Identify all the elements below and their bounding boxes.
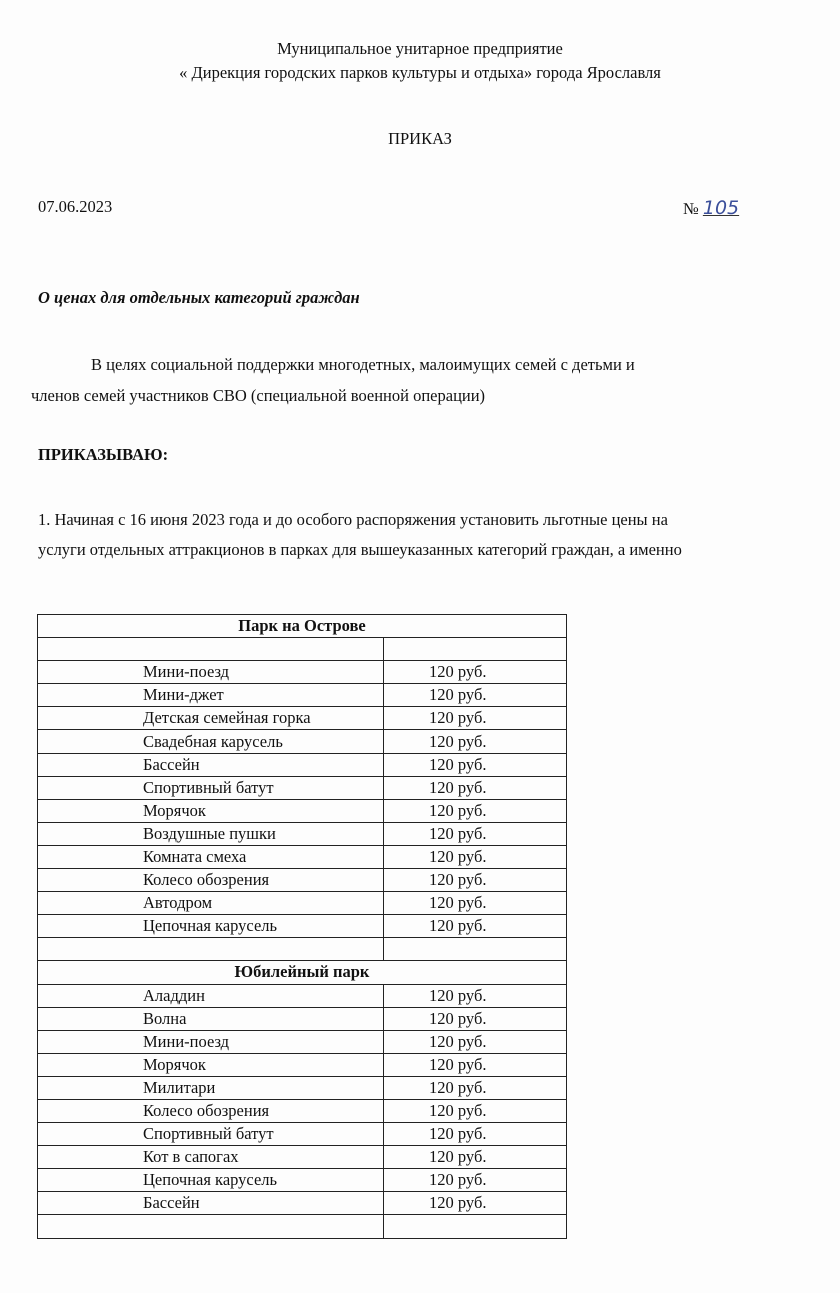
attraction-price: 120 руб. xyxy=(384,707,567,730)
table-row xyxy=(38,915,567,938)
attraction-name: Кот в сапогах xyxy=(38,1146,384,1169)
order-word: ПРИКАЗЫВАЮ: xyxy=(38,445,169,464)
attraction-name: Спортивный батут xyxy=(38,776,384,799)
attraction-price: 120 руб. xyxy=(384,1146,567,1169)
attraction-name: Бассейн xyxy=(38,1192,384,1215)
table-row xyxy=(38,799,567,822)
attraction-price: 120 руб. xyxy=(384,822,567,845)
table-row xyxy=(38,1192,567,1215)
attraction-price: 120 руб. xyxy=(384,1192,567,1215)
attraction-name: Мини-джет xyxy=(38,684,384,707)
attraction-price: 120 руб. xyxy=(384,915,567,938)
attraction-price: 120 руб. xyxy=(384,776,567,799)
number-label: № xyxy=(683,199,699,218)
subject-title: О ценах для отдельных категорий граждан xyxy=(38,288,360,307)
attraction-price: 120 руб. xyxy=(384,869,567,892)
table-row xyxy=(38,845,567,868)
attraction-name: Мини-поезд xyxy=(38,1030,384,1053)
table-row xyxy=(38,615,567,638)
attraction-name: Морячок xyxy=(38,1053,384,1076)
attraction-price: 120 руб. xyxy=(384,1053,567,1076)
park-header: Юбилейный парк xyxy=(38,961,567,984)
table-row xyxy=(38,984,567,1007)
attraction-name: Комната смеха xyxy=(38,845,384,868)
table-row xyxy=(38,938,567,961)
table-row xyxy=(38,638,567,661)
attraction-price: 120 руб. xyxy=(384,1169,567,1192)
empty-cell xyxy=(384,1215,567,1238)
table-row xyxy=(38,1123,567,1146)
attraction-price: 120 руб. xyxy=(384,1076,567,1099)
table-row xyxy=(38,776,567,799)
table-row xyxy=(38,753,567,776)
item1-line1: 1. Начиная с 16 июня 2023 года и до особого распоряжения установить льготные цены на xyxy=(38,510,668,529)
empty-cell xyxy=(38,638,384,661)
attraction-price: 120 руб. xyxy=(384,984,567,1007)
handwritten-number: 105 xyxy=(702,197,740,219)
attraction-price: 120 руб. xyxy=(384,892,567,915)
empty-cell xyxy=(38,938,384,961)
table-row xyxy=(38,1007,567,1030)
attraction-price: 120 руб. xyxy=(384,684,567,707)
attraction-price: 120 руб. xyxy=(384,1030,567,1053)
preamble-line1: В целях социальной поддержки многодетных, малоимущих семей с детьми и xyxy=(91,355,635,374)
attraction-name: Свадебная карусель xyxy=(38,730,384,753)
attraction-name: Детская семейная горка xyxy=(38,707,384,730)
empty-cell xyxy=(38,1215,384,1238)
order-number xyxy=(683,197,739,219)
table-row xyxy=(38,869,567,892)
attraction-price: 120 руб. xyxy=(384,753,567,776)
attraction-price: 120 руб. xyxy=(384,799,567,822)
attraction-name: Колесо обозрения xyxy=(38,869,384,892)
table-row xyxy=(38,1099,567,1122)
doc-type: ПРИКАЗ xyxy=(388,129,452,148)
empty-cell xyxy=(384,938,567,961)
table-row xyxy=(38,1169,567,1192)
table-row xyxy=(38,822,567,845)
table-row xyxy=(38,1146,567,1169)
item1-line2: услуги отдельных аттракционов в парках для вышеуказанных категорий граждан, а именно xyxy=(38,540,682,559)
attraction-name: Морячок xyxy=(38,799,384,822)
attraction-name: Воздушные пушки xyxy=(38,822,384,845)
attraction-price: 120 руб. xyxy=(384,661,567,684)
attraction-name: Цепочная карусель xyxy=(38,915,384,938)
table-row xyxy=(38,661,567,684)
table-row xyxy=(38,707,567,730)
attraction-name: Автодром xyxy=(38,892,384,915)
table-row xyxy=(38,1076,567,1099)
park-header: Парк на Острове xyxy=(38,615,567,638)
attraction-price: 120 руб. xyxy=(384,1007,567,1030)
table-row xyxy=(38,1030,567,1053)
attraction-name: Мини-поезд xyxy=(38,661,384,684)
attraction-price: 120 руб. xyxy=(384,1123,567,1146)
order-date: 07.06.2023 xyxy=(38,197,113,216)
org-name-line2: « Дирекция городских парков культуры и отдыха» города Ярославля xyxy=(179,63,661,82)
table-row xyxy=(38,961,567,984)
attraction-price: 120 руб. xyxy=(384,730,567,753)
table-row xyxy=(38,1215,567,1238)
table-row xyxy=(38,1053,567,1076)
preamble-line2: членов семей участников СВО (специальной военной операции) xyxy=(31,386,486,405)
empty-cell xyxy=(384,638,567,661)
attraction-name: Цепочная карусель xyxy=(38,1169,384,1192)
attraction-name: Бассейн xyxy=(38,753,384,776)
table-row xyxy=(38,730,567,753)
attraction-price: 120 руб. xyxy=(384,845,567,868)
attraction-price: 120 руб. xyxy=(384,1099,567,1122)
attraction-name: Волна xyxy=(38,1007,384,1030)
attraction-name: Спортивный батут xyxy=(38,1123,384,1146)
attraction-name: Милитари xyxy=(38,1076,384,1099)
attraction-name: Колесо обозрения xyxy=(38,1099,384,1122)
table-row xyxy=(38,684,567,707)
prices-table xyxy=(37,614,567,1239)
attraction-name: Аладдин xyxy=(38,984,384,1007)
org-name-line1: Муниципальное унитарное предприятие xyxy=(277,39,563,58)
table-row xyxy=(38,892,567,915)
